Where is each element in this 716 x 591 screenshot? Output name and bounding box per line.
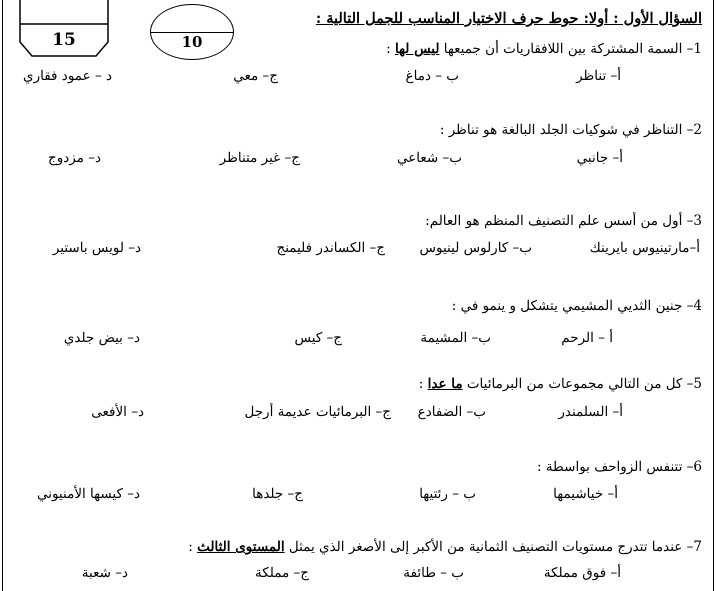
option-b[interactable]: ب– كارلوس لينيوس xyxy=(419,240,532,256)
question-3 xyxy=(425,213,702,229)
question-text: 5– كل من التالي مجموعات من البرمائيات xyxy=(462,376,702,392)
page-frame xyxy=(2,0,714,591)
option-c[interactable]: ج– الكساندر فليمنج xyxy=(276,240,385,256)
option-b[interactable]: ب – رئتيها xyxy=(419,486,476,502)
option-a[interactable]: أ– تناظر xyxy=(576,68,621,84)
option-d[interactable]: د– الأفعى xyxy=(91,404,144,420)
question-text: 2– التناظر في شوكيات الجلد البالغة هو تناظر : xyxy=(439,122,702,138)
option-c[interactable]: ج– مملكة xyxy=(255,565,309,581)
option-c[interactable]: ج– البرمائيات عديمة أرجل xyxy=(244,404,391,420)
option-a[interactable]: أ– خياشيمها xyxy=(553,486,618,502)
option-b[interactable]: ب– المشيمة xyxy=(420,330,491,346)
option-c[interactable]: ج– كيس xyxy=(294,330,342,346)
option-c[interactable]: ج– غير متناظر xyxy=(219,150,300,166)
option-d[interactable]: د– شعبة xyxy=(81,565,128,581)
option-d[interactable]: د– بيض جلدي xyxy=(63,330,140,346)
option-a[interactable]: أ– فوق مملكة xyxy=(543,565,621,581)
option-a[interactable]: أ–مارتينيوس بايرينك xyxy=(589,240,700,256)
option-a[interactable]: أ– جانبي xyxy=(576,150,623,166)
question-7: 7– عندما تتدرج مستويات التصنيف الثمانية من الأكبر إلى الأصغر الذي يمثل المستوى الثالث : xyxy=(188,539,702,555)
option-b[interactable]: ب – طائفة xyxy=(403,565,464,581)
option-b[interactable]: ب– شعاعي xyxy=(397,150,462,166)
question-emphasis: ليس لها xyxy=(394,41,440,57)
question-emphasis: المستوى الثالث xyxy=(197,539,285,555)
option-d[interactable]: د– كيسها الأمنيوني xyxy=(36,486,140,502)
question-text: 4– جنين الثديي المشيمي يتشكل و ينمو في : xyxy=(451,298,702,314)
option-a[interactable]: أ – الرحم xyxy=(561,330,613,346)
question-score: 10 xyxy=(181,33,203,51)
question-emphasis: ما عدا xyxy=(427,376,463,392)
question-score-circle xyxy=(150,4,234,60)
option-b[interactable]: ب – دماغ xyxy=(405,68,459,84)
question-1: 1– السمة المشتركة بين اللافقاريات أن جميعها ليس لها : xyxy=(386,41,702,57)
option-b[interactable]: ب– الضفادع xyxy=(417,404,486,420)
question-4 xyxy=(452,298,702,314)
option-a[interactable]: أ– السلمندر xyxy=(558,404,623,420)
option-d[interactable]: د– مزدوج xyxy=(48,150,101,166)
option-d[interactable]: د– لويس باستير xyxy=(52,240,141,256)
option-c[interactable]: ج– معي xyxy=(233,68,278,84)
question-6 xyxy=(537,459,702,475)
question-text: 6– تتنفس الزواحف بواسطة : xyxy=(536,459,702,475)
option-c[interactable]: ج– جلدها xyxy=(252,486,303,502)
question-text: 1– السمة المشتركة بين اللافقاريات أن جميعها xyxy=(439,41,702,57)
question-5: 5– كل من التالي مجموعات من البرمائيات ما عدا : xyxy=(418,376,702,392)
total-score: 15 xyxy=(52,30,76,50)
question-2 xyxy=(440,122,702,138)
question-text: 7– عندما تتدرج مستويات التصنيف الثمانية من الأكبر إلى الأصغر الذي يمثل xyxy=(284,539,702,555)
option-d[interactable]: د – عمود فقاري xyxy=(23,68,112,84)
section-heading: السؤال الأول : أولا: حوط حرف الاختيار المناسب للجمل التالية : xyxy=(315,10,702,27)
question-text: 3– أول من أسس علم التصنيف المنظم هو العالم: xyxy=(425,213,702,229)
